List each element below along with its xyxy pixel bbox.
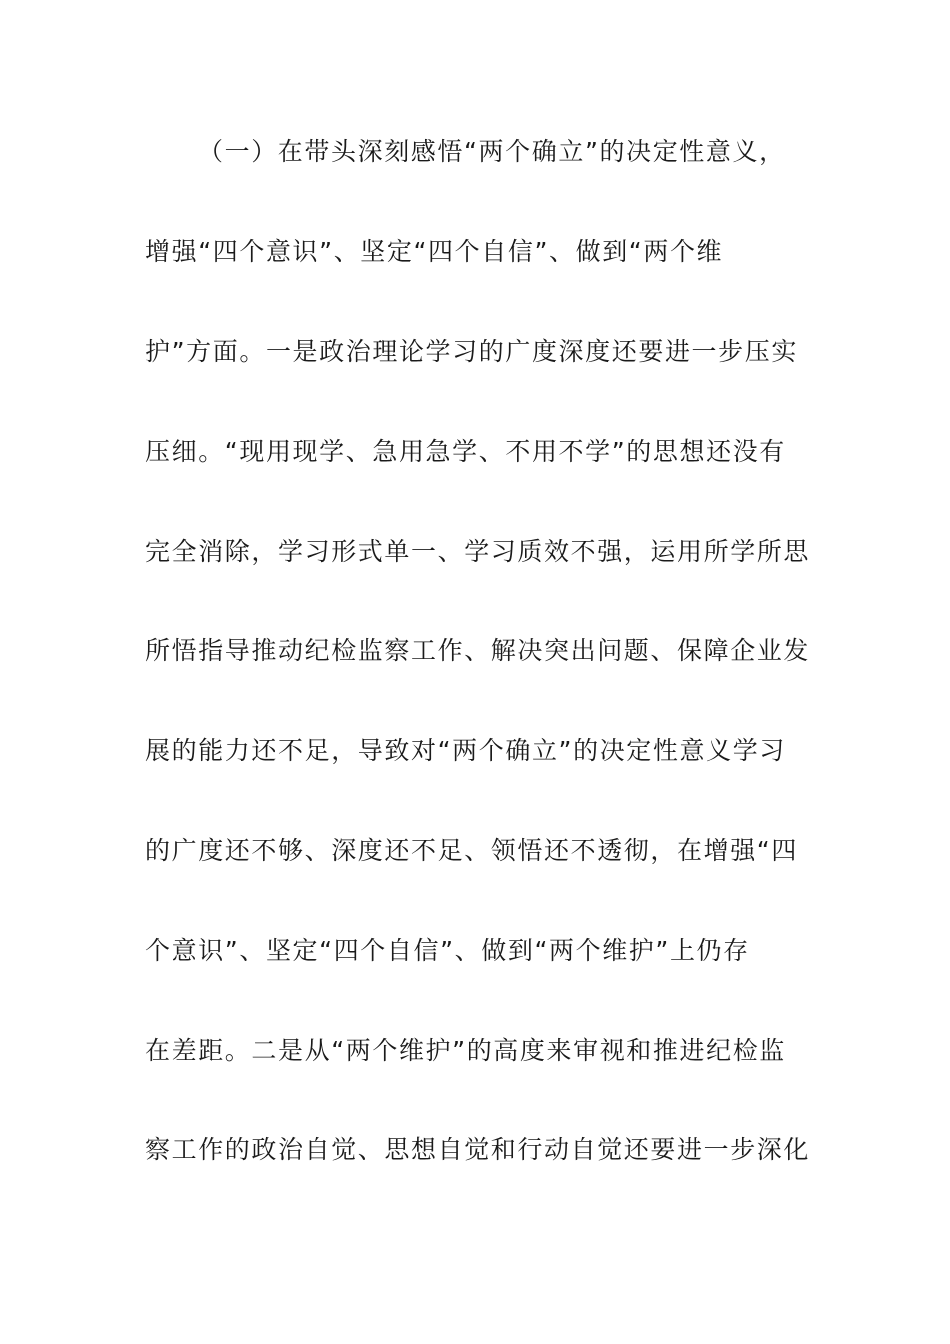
- paragraph-line-8: 的广度还不够、深度还不足、领悟还不透彻，在增强“四: [145, 836, 798, 865]
- paragraph-line-10: 在差距。二是从“两个维护”的高度来审视和推进纪检监: [145, 1036, 786, 1065]
- paragraph-line-6: 所悟指导推动纪检监察工作、解决突出问题、保障企业发: [145, 636, 811, 665]
- paragraph-line-3: 护”方面。一是政治理论学习的广度深度还要进一步压实: [145, 337, 798, 366]
- paragraph-line-7: 展的能力还不足，导致对“两个确立”的决定性意义学习: [145, 736, 786, 765]
- paragraph-line-1: （一）在带头深刻感悟“两个确立”的决定性意义，: [198, 137, 786, 166]
- paragraph-line-11: 察工作的政治自觉、思想自觉和行动自觉还要进一步深化: [145, 1135, 811, 1164]
- paragraph-line-5: 完全消除，学习形式单一、学习质效不强，运用所学所思: [145, 537, 811, 566]
- paragraph-line-9: 个意识”、坚定“四个自信”、做到“两个维护”上仍存: [145, 936, 750, 965]
- paragraph-line-4: 压细。“现用现学、急用急学、不用不学”的思想还没有: [145, 437, 786, 466]
- paragraph-line-2: 增强“四个意识”、坚定“四个自信”、做到“两个维: [145, 237, 724, 266]
